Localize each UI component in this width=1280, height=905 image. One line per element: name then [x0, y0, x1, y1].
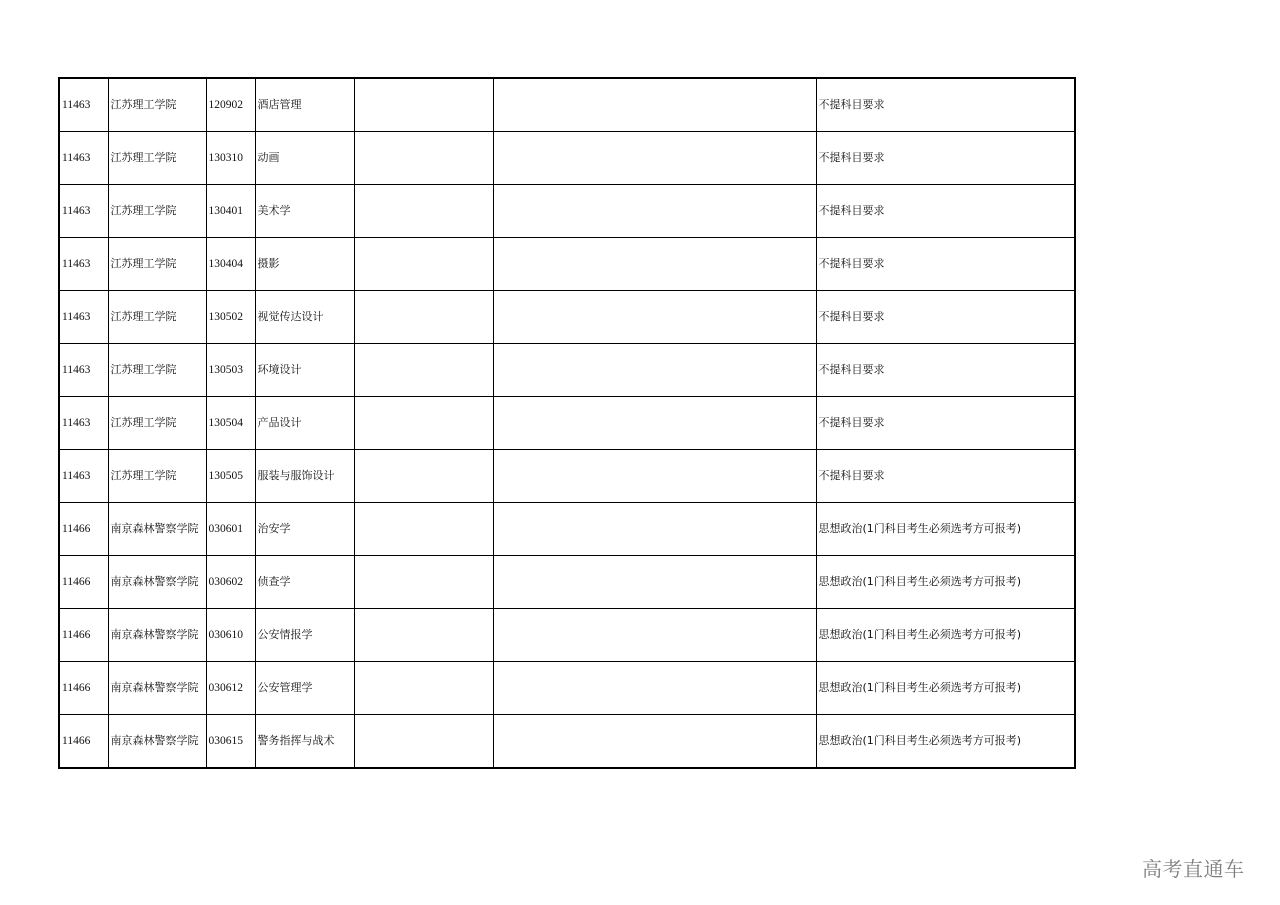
table-row: [59, 556, 1075, 609]
empty-cell: [493, 78, 816, 132]
empty-cell: [493, 291, 816, 344]
subject-requirement-cell: 思想政治(1门科目考生必须选考方可报考): [816, 609, 1075, 662]
subject-requirement-cell: 思想政治(1门科目考生必须选考方可报考): [816, 556, 1075, 609]
table-row: [59, 78, 1075, 132]
school-name-cell: 江苏理工学院: [108, 238, 206, 291]
subject-requirement-cell: 思想政治(1门科目考生必须选考方可报考): [816, 715, 1075, 769]
empty-cell: [493, 450, 816, 503]
school-name-cell: 江苏理工学院: [108, 344, 206, 397]
empty-cell: [354, 78, 493, 132]
major-name-cell: 公安情报学: [255, 609, 354, 662]
school-code-cell: 11463: [59, 344, 108, 397]
table-row: [59, 450, 1075, 503]
school-name-cell: 江苏理工学院: [108, 291, 206, 344]
empty-cell: [493, 397, 816, 450]
table-row: [59, 397, 1075, 450]
school-code-cell: 11463: [59, 185, 108, 238]
school-name-cell: 南京森林警察学院: [108, 715, 206, 769]
major-code-cell: 130310: [206, 132, 255, 185]
subject-requirement-cell: 不提科目要求: [816, 78, 1075, 132]
major-code-cell: 130502: [206, 291, 255, 344]
school-name-cell: 江苏理工学院: [108, 132, 206, 185]
school-name-cell: 江苏理工学院: [108, 450, 206, 503]
major-name-cell: 公安管理学: [255, 662, 354, 715]
empty-cell: [493, 238, 816, 291]
major-code-cell: 130404: [206, 238, 255, 291]
school-name-cell: 南京森林警察学院: [108, 609, 206, 662]
subject-requirement-cell: 思想政治(1门科目考生必须选考方可报考): [816, 662, 1075, 715]
table-row: [59, 132, 1075, 185]
major-code-cell: 030601: [206, 503, 255, 556]
table-row: [59, 609, 1075, 662]
empty-cell: [493, 715, 816, 769]
empty-cell: [493, 609, 816, 662]
major-code-cell: 130505: [206, 450, 255, 503]
school-code-cell: 11466: [59, 609, 108, 662]
table-body: [59, 78, 1075, 768]
school-code-cell: 11463: [59, 291, 108, 344]
school-name-cell: 南京森林警察学院: [108, 662, 206, 715]
school-name-cell: 南京森林警察学院: [108, 556, 206, 609]
school-code-cell: 11466: [59, 556, 108, 609]
major-name-cell: 摄影: [255, 238, 354, 291]
empty-cell: [493, 132, 816, 185]
subject-requirement-cell: 不提科目要求: [816, 397, 1075, 450]
empty-cell: [354, 238, 493, 291]
school-name-cell: 江苏理工学院: [108, 185, 206, 238]
table-row: [59, 185, 1075, 238]
major-code-cell: 130503: [206, 344, 255, 397]
subject-requirement-cell: 不提科目要求: [816, 450, 1075, 503]
major-code-cell: 030602: [206, 556, 255, 609]
major-code-cell: 130401: [206, 185, 255, 238]
watermark-text: 高考直通车: [1142, 857, 1245, 881]
table-row: [59, 662, 1075, 715]
empty-cell: [354, 132, 493, 185]
major-name-cell: 服装与服饰设计: [255, 450, 354, 503]
table-row: [59, 238, 1075, 291]
major-name-cell: 治安学: [255, 503, 354, 556]
school-code-cell: 11466: [59, 662, 108, 715]
empty-cell: [354, 556, 493, 609]
empty-cell: [354, 291, 493, 344]
school-code-cell: 11466: [59, 503, 108, 556]
empty-cell: [354, 397, 493, 450]
major-code-cell: 120902: [206, 78, 255, 132]
major-name-cell: 视觉传达设计: [255, 291, 354, 344]
major-code-cell: 030615: [206, 715, 255, 769]
empty-cell: [493, 556, 816, 609]
empty-cell: [493, 344, 816, 397]
major-code-cell: 030612: [206, 662, 255, 715]
school-code-cell: 11463: [59, 132, 108, 185]
empty-cell: [354, 662, 493, 715]
empty-cell: [354, 503, 493, 556]
school-name-cell: 南京森林警察学院: [108, 503, 206, 556]
subject-requirement-cell: 思想政治(1门科目考生必须选考方可报考): [816, 503, 1075, 556]
school-code-cell: 11463: [59, 397, 108, 450]
subject-requirement-cell: 不提科目要求: [816, 132, 1075, 185]
school-code-cell: 11463: [59, 450, 108, 503]
empty-cell: [493, 662, 816, 715]
empty-cell: [354, 450, 493, 503]
major-code-cell: 030610: [206, 609, 255, 662]
school-code-cell: 11463: [59, 238, 108, 291]
table-row: [59, 344, 1075, 397]
school-name-cell: 江苏理工学院: [108, 397, 206, 450]
table-row: [59, 503, 1075, 556]
subject-requirement-cell: 不提科目要求: [816, 291, 1075, 344]
major-name-cell: 侦查学: [255, 556, 354, 609]
empty-cell: [354, 185, 493, 238]
subject-requirement-cell: 不提科目要求: [816, 185, 1075, 238]
school-code-cell: 11463: [59, 78, 108, 132]
subject-requirement-cell: 不提科目要求: [816, 344, 1075, 397]
empty-cell: [354, 609, 493, 662]
major-name-cell: 环境设计: [255, 344, 354, 397]
empty-cell: [493, 185, 816, 238]
major-name-cell: 美术学: [255, 185, 354, 238]
subject-requirements-table: [58, 77, 1076, 769]
major-name-cell: 产品设计: [255, 397, 354, 450]
empty-cell: [354, 715, 493, 769]
major-name-cell: 酒店管理: [255, 78, 354, 132]
subject-requirement-cell: 不提科目要求: [816, 238, 1075, 291]
school-name-cell: 江苏理工学院: [108, 78, 206, 132]
major-code-cell: 130504: [206, 397, 255, 450]
table-row: [59, 291, 1075, 344]
school-code-cell: 11466: [59, 715, 108, 769]
major-name-cell: 动画: [255, 132, 354, 185]
empty-cell: [493, 503, 816, 556]
major-name-cell: 警务指挥与战术: [255, 715, 354, 769]
table-row: [59, 715, 1075, 769]
empty-cell: [354, 344, 493, 397]
